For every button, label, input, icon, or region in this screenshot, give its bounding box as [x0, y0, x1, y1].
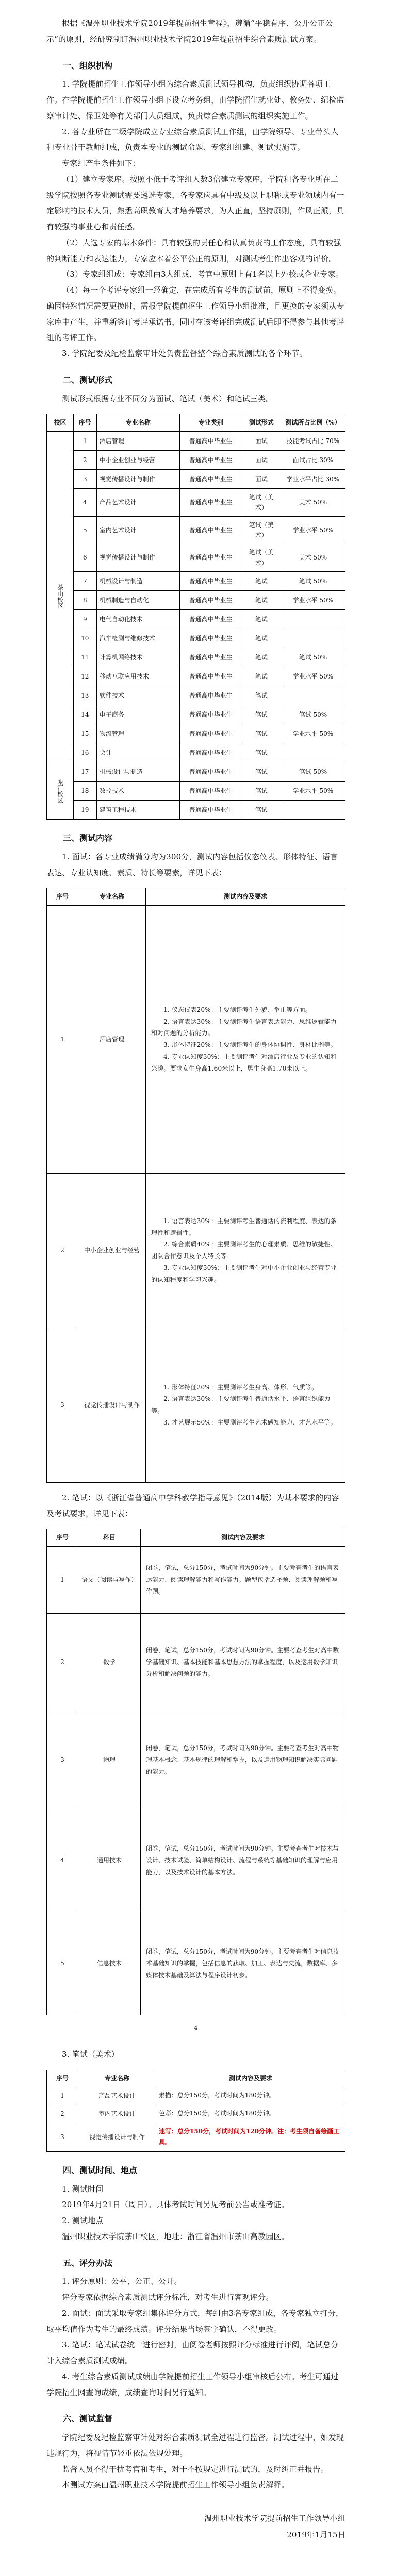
paragraph: 温州职业技术学院茶山校区，地址：浙江省温州市茶山高教园区。	[62, 2231, 289, 2241]
requirement-line: 1. 形体特征20%：主要测评考生身高、体形、气质等。	[163, 1383, 318, 1391]
table-cell: 普通高中毕业生	[179, 762, 242, 782]
table-row	[47, 450, 345, 469]
table-cell: 4	[47, 1809, 78, 1912]
table-header-cell: 专业名称	[78, 888, 146, 905]
table-header-cell: 序号	[47, 1529, 78, 1546]
table-cell: 11	[73, 648, 96, 667]
table-cell: 中小企业创业与经营	[78, 1173, 146, 1328]
table-cell: 笔试	[242, 782, 281, 801]
paragraph: 2019年4月21日（周日）。具体考试时间另见考前公告或准考证。	[62, 2200, 289, 2210]
table-cell: 室内艺术设计	[78, 2105, 156, 2123]
table-cell: 普通高中毕业生	[179, 572, 242, 591]
paragraph: 2. 各专业所在二级学院成立专业综合素质测试工作组，由学院领导、专业带头人和专业骨干教师组成，负责本专业的测试命题、专家组组建、测试实施等。	[46, 127, 339, 152]
table-cell: 视觉传播设计与制作	[78, 1328, 146, 1482]
table-cell: 闭卷，笔试，总分150分，考试时间为90分钟。主要考查考生对技术与设计、技术试验、简单结构设计、流程与系统等基础知识的理解与应用能力，以及技术设计的基本方法。	[141, 1809, 345, 1912]
paragraph: 1. 测试时间	[62, 2184, 104, 2194]
requirement-line: 4. 专业认知度30%：主要测评考生对酒店行业及专业的认知和兴趣。要求女生身高1.60米以上，男生身高1.70米以上。	[151, 1053, 337, 1072]
paragraph: 4. 考生综合素质测试成绩由学院提前招生工作领导小组审核后公布。考生可通过学院招生网查询成绩，成绩查询时间另行通知。	[46, 2371, 339, 2397]
table-row	[47, 1613, 345, 1711]
table-cell: 室内艺术设计	[96, 516, 179, 544]
intro-paragraph: 根据《温州职业技术学院2019年提前招生章程》，遵循“平稳有序、公开公正公示”的原则，经研究制订温州职业技术学院2019年提前招生综合素质测试方案。	[46, 19, 333, 44]
table-cell: 信息技术	[78, 1912, 141, 2015]
table-row	[47, 610, 345, 629]
table-cell	[281, 801, 345, 820]
table-cell	[281, 629, 345, 648]
paragraph: 本测试方案由温州职业技术学院提前招生工作领导小组负责解释。	[62, 2480, 289, 2490]
table-header-row	[47, 1529, 345, 1546]
table-cell: 普通高中毕业生	[179, 648, 242, 667]
table-cell: 面试	[242, 469, 281, 488]
signature-org: 温州职业技术学院提前招生工作领导小组	[204, 2514, 345, 2523]
table-cell: 学业水平 50%	[281, 724, 345, 743]
table-cell: 18	[73, 782, 96, 801]
table-cell: 色彩：总分150分，考试时间为180分钟。	[156, 2105, 345, 2123]
table-cell: 数学	[78, 1613, 141, 1711]
table-cell: 笔试	[242, 724, 281, 743]
paragraph: 2. 面试：面试采取专家组集体评分方式，每组由3名专家组成，各专家独立打分，取平均值作为考生的最终成绩。评分结果当场签字确认，不得更改。	[46, 2308, 344, 2334]
table-cell: 19	[73, 801, 96, 820]
table-cell: 4	[73, 488, 96, 516]
table-cell: 3	[47, 1711, 78, 1809]
table-cell: 物理	[78, 1711, 141, 1809]
table-cell: 普通高中毕业生	[179, 629, 242, 648]
paragraph: 测试形式根据专业不同分为面试、笔试（美术）和笔试三类。	[62, 394, 274, 403]
paragraph: （2）人选专家的基本条件：具有较强的责任心和认真负责的工作态度，具有较强的判断能力和表达能力，专家应本着公平公正的原则，对测试考生作出客观的评价。	[46, 238, 341, 263]
table-cell: 酒店管理	[96, 431, 179, 450]
section-title-supervision: 六、测试监督	[63, 2414, 113, 2424]
requirement-line: 3. 形体特征20%：主要测评考生的身体协调性、身材比例等。	[163, 1041, 337, 1049]
table-cell: 普通高中毕业生	[179, 743, 242, 762]
campus-cell: 瓯江校区	[47, 762, 74, 820]
section-title-organization: 一、组织机构	[63, 60, 113, 71]
table-row	[47, 1912, 345, 2015]
table-cell: 电气自动化技术	[96, 610, 179, 629]
section-title-scoring: 五、评分办法	[63, 2258, 113, 2268]
table-cell	[146, 1328, 345, 1482]
table-row	[47, 648, 345, 667]
paragraph: 3. 学院纪委及纪检监察审计处负责监督整个综合素质测试的各个环节。	[62, 349, 307, 359]
table-row	[47, 705, 345, 724]
table-header-cell: 测试形式	[242, 414, 281, 431]
table-cell: 笔试	[242, 743, 281, 762]
paragraph: 1. 面试：各专业成绩满分均为300分，测试内容包括仪态仪表、形体特征、语言表达、专业认知度、素质、特长等要素，详见下表：	[46, 852, 338, 877]
table-header-cell: 序号	[47, 2070, 78, 2087]
table-cell: 面试	[242, 431, 281, 450]
table-row	[47, 1546, 345, 1613]
section-title-time-place: 四、测试时间、地点	[63, 2165, 138, 2175]
table-cell: 软件技术	[96, 686, 179, 705]
table-cell: 1	[47, 1546, 78, 1613]
table-cell: 2	[47, 2105, 78, 2123]
requirement-line: 2. 综合素质40%：主要测评考生的心理素质、思维的敏捷性、团队合作意识及个人特长等。	[151, 1241, 337, 1260]
table-cell: 1	[73, 431, 96, 450]
table-row	[47, 1173, 345, 1328]
paragraph: （3）专家组组成：专家组由3人组成，考官中原则上有1名以上外校或企业专家。	[62, 269, 344, 279]
table-cell: 闭卷，笔试，总分150分，考试时间为90分钟。主要考查考生的语言表达能力、阅读理解能力和写作能力。题型包括选择题、阅读理解题和写作题。	[141, 1546, 345, 1613]
table-cell: 17	[73, 762, 96, 782]
table-cell: 笔试（美术）	[242, 488, 281, 516]
table-cell: 1	[47, 905, 78, 1173]
table-row	[47, 2123, 345, 2151]
table-row	[47, 591, 345, 610]
table-row	[47, 1328, 345, 1482]
table-cell: 普通高中毕业生	[179, 431, 242, 450]
table-cell: 视觉传播设计与制作	[78, 2123, 156, 2151]
table-cell: 笔试	[242, 591, 281, 610]
requirement-line: 2. 语言表达30%：主要测评考生语言表达能力、思维逻辑能力和对问题的分析能力。	[151, 1018, 337, 1037]
written-test-table	[46, 1529, 345, 2015]
table-cell: 2	[73, 450, 96, 469]
table-cell	[146, 1173, 345, 1328]
table-header-cell: 测试内容及要求	[141, 1529, 345, 1546]
table-cell: 8	[73, 591, 96, 610]
table-cell: 2	[47, 1613, 78, 1711]
table-header-cell: 专业类别	[179, 414, 242, 431]
table-cell: 学业水平占比 30%	[281, 469, 345, 488]
table-cell: 闭卷，笔试，总分150分，考试时间为90分钟。主要考查考生对高中物理基本概念、基本规律的理解和掌握，以及运用物理知识解决实际问题的能力。	[141, 1711, 345, 1809]
table-header-cell: 测试所占比例（%）	[281, 414, 345, 431]
table-row	[47, 544, 345, 572]
table-cell: 笔试	[242, 629, 281, 648]
table-row	[47, 2087, 345, 2105]
section-title-format: 二、测试形式	[63, 375, 113, 385]
table-cell: 产品艺术设计	[96, 488, 179, 516]
paragraph: 学院纪委及纪检监察审计处对综合素质测试全过程进行监督。测试过程中，如发现违规行为，将视情节轻重依法依规处理。	[46, 2433, 344, 2458]
campus-cell: 茶山校区	[47, 431, 74, 762]
requirement-line: 3. 才艺展示50%：主要测评考生艺术感知能力、才艺水平等。	[163, 1419, 337, 1427]
table-cell: 美术 50%	[281, 544, 345, 572]
table-row	[47, 782, 345, 801]
table-header-cell: 专业名称	[78, 2070, 156, 2087]
table-row	[47, 2105, 345, 2123]
table-cell: 3	[47, 1328, 78, 1482]
table-cell: 计算机网络技术	[96, 648, 179, 667]
paragraph: 3. 笔试（美术）	[62, 2049, 119, 2059]
table-header-cell: 序号	[47, 888, 78, 905]
section-title-content: 三、测试内容	[63, 833, 113, 843]
table-cell: 机械设计与制造	[96, 572, 179, 591]
table-row	[47, 488, 345, 516]
table-cell: 学业水平 50%	[281, 667, 345, 686]
table-cell: 普通高中毕业生	[179, 686, 242, 705]
paragraph: 1. 评分原则：公平、公正、公开。	[62, 2277, 182, 2286]
table-cell: 电子商务	[96, 705, 179, 724]
test-format-table	[46, 414, 345, 820]
table-cell: 数控技术	[96, 782, 179, 801]
table-cell: 学业水平 50%	[281, 591, 345, 610]
art-test-table	[46, 2070, 345, 2152]
requirement-line: 2. 语言表达30%：主要测评考生普通话水平、语言组织能力等。	[151, 1395, 331, 1415]
table-cell: 笔试 50%	[281, 705, 345, 724]
table-cell: 移动互联应用技术	[96, 667, 179, 686]
table-header-cell: 科目	[78, 1529, 141, 1546]
table-row	[47, 431, 345, 450]
table-cell: 3	[73, 469, 96, 488]
table-cell: 笔试	[242, 610, 281, 629]
paragraph: 1. 学院提前招生工作领导小组为综合素质测试领导机构，负责组织协调各项工作。在学院提前招生工作领导小组下设立考务组，由学院招生就业处、教务处、纪检监察审计处、保卫处等有关部门人员组成，负责综合素质测试的组织实施工作。	[46, 79, 344, 121]
table-row	[47, 686, 345, 705]
table-cell: 学业水平 50%	[281, 782, 345, 801]
table-cell: 笔试 50%	[281, 648, 345, 667]
interview-content-table	[46, 888, 345, 1482]
table-cell: 10	[73, 629, 96, 648]
table-cell: 15	[73, 724, 96, 743]
table-cell: 笔试	[242, 648, 281, 667]
table-cell: 6	[73, 544, 96, 572]
table-cell: 普通高中毕业生	[179, 516, 242, 544]
table-cell: 笔试（美术）	[242, 516, 281, 544]
table-cell: 笔试 50%	[281, 762, 345, 782]
table-cell: 学业水平 50%	[281, 516, 345, 544]
table-cell: 会计	[96, 743, 179, 762]
table-cell: 5	[73, 516, 96, 544]
requirement-line: 3. 专业认知度30%：主要测评考生对中小企业创业与经营专业的认知程度和学习兴趣。	[151, 1264, 337, 1283]
table-cell: 13	[73, 686, 96, 705]
table-cell: 普通高中毕业生	[179, 469, 242, 488]
paragraph: （4）每一个考评专家组一经确定，在完成所有考生的测试前，原则上不得变换。确因特殊情况需要更换时，需报学院提前招生工作领导小组批准，且更换的专家须从专家库中产生，并重新签订考评承诺书，同时在该考评组完成测试后即不得参与其他考评组的考评工作。	[46, 285, 344, 343]
table-row	[47, 469, 345, 488]
table-row	[47, 629, 345, 648]
table-header-cell: 序号	[73, 414, 96, 431]
table-row	[47, 905, 345, 1173]
table-cell: 3	[47, 2123, 78, 2151]
table-cell: 语文（阅读与写作）	[78, 1546, 141, 1613]
table-cell: 建筑工程技术	[96, 801, 179, 820]
table-cell: 普通高中毕业生	[179, 544, 242, 572]
table-header-cell: 测试内容及要求	[156, 2070, 345, 2087]
table-row	[47, 667, 345, 686]
table-cell: 1	[47, 2087, 78, 2105]
table-cell: 5	[47, 1912, 78, 2015]
table-cell: 视觉传播设计与制作	[96, 469, 179, 488]
table-cell: 通用技术	[78, 1809, 141, 1912]
table-cell: 14	[73, 705, 96, 724]
table-cell: 普通高中毕业生	[179, 782, 242, 801]
table-header-cell: 测试内容及要求	[146, 888, 345, 905]
table-cell: 笔试 50%	[281, 572, 345, 591]
table-cell: 机械设计与制造	[96, 762, 179, 782]
table-cell: 笔试	[242, 686, 281, 705]
table-cell	[281, 743, 345, 762]
table-cell: 面试	[242, 450, 281, 469]
table-cell: 普通高中毕业生	[179, 724, 242, 743]
table-cell: 速写：总分150分，考试时间为120分钟。注：考生须自备绘画工具。	[156, 2123, 345, 2151]
table-cell: 9	[73, 610, 96, 629]
table-cell: 物流管理	[96, 724, 179, 743]
table-header-row	[47, 888, 345, 905]
signature-date: 2019年1月15日	[287, 2530, 345, 2539]
table-cell: 7	[73, 572, 96, 591]
paragraph: 专家组产生条件如下：	[62, 159, 141, 168]
table-row	[47, 762, 345, 782]
table-cell: 笔试	[242, 705, 281, 724]
requirement-line: 1. 语言表达30%：主要测评考生普通话的流利程度、表达的条理性和逻辑性。	[151, 1217, 337, 1236]
table-header-cell: 校区	[47, 414, 74, 431]
paragraph: 3. 笔试：笔试试卷统一进行密封，由阅卷老师按照评分标准进行评阅，笔试总分计入综合素质测试成绩。	[46, 2340, 339, 2366]
table-cell: 12	[73, 667, 96, 686]
table-header-row	[47, 2070, 345, 2087]
table-body	[47, 431, 345, 819]
table-header-row	[47, 414, 345, 431]
table-cell: 美术 50%	[281, 488, 345, 516]
table-cell: 笔试	[242, 762, 281, 782]
requirement-line: 1. 仪态仪表20%：主要测评考生外貌、举止等方面。	[163, 1006, 312, 1013]
table-cell: 普通高中毕业生	[179, 705, 242, 724]
table-cell: 普通高中毕业生	[179, 591, 242, 610]
table-cell: 普通高中毕业生	[179, 450, 242, 469]
paragraph: 2. 测试地点	[62, 2216, 104, 2226]
table-cell	[281, 686, 345, 705]
table-cell: 16	[73, 743, 96, 762]
table-row	[47, 516, 345, 544]
table-row	[47, 1809, 345, 1912]
table-cell: 闭卷，笔试，总分150分，考试时间为90分钟。主要考查考生对高中数学基础知识、基本技能和基本思想方法的掌握程度，以及运用数学知识分析和解决问题的能力。	[141, 1613, 345, 1711]
paragraph: 监督人员不得干扰考官和考生，对于不按规定进行测试的，及时纠正并报告。	[62, 2464, 328, 2474]
table-cell: 技能考试占比 70%	[281, 431, 345, 450]
table-cell: 视觉传播设计与制作	[96, 544, 179, 572]
table-cell: 普通高中毕业生	[179, 667, 242, 686]
table-cell: 素描：总分150分，考试时间为180分钟。	[156, 2087, 345, 2105]
table-cell: 汽车检测与维修技术	[96, 629, 179, 648]
paragraph: 评分专家依据综合素质测试评分标准，对考生进行客观评分。	[62, 2293, 274, 2302]
table-cell: 闭卷，笔试，总分150分，考试时间为90分钟。主要考查考生对信息技术基础知识的掌握，包括信息的获取、加工、表达与交流，数据库、多媒体技术基础及算法与程序设计初步。	[141, 1912, 345, 2015]
table-cell	[281, 610, 345, 629]
table-cell: 普通高中毕业生	[179, 610, 242, 629]
table-header-cell: 专业名称	[96, 414, 179, 431]
table-cell: 2	[47, 1173, 78, 1328]
table-cell: 酒店管理	[78, 905, 146, 1173]
table-cell: 面试占比 30%	[281, 450, 345, 469]
table-row	[47, 1711, 345, 1809]
page-number: 4	[194, 2024, 198, 2031]
table-cell: 笔试	[242, 667, 281, 686]
table-cell: 产品艺术设计	[78, 2087, 156, 2105]
table-row	[47, 724, 345, 743]
table-cell	[146, 905, 345, 1173]
table-cell: 普通高中毕业生	[179, 801, 242, 820]
table-row	[47, 572, 345, 591]
paragraph: （1）建立专家库。按照不低于考评组人数3倍建立专家库，学院和各专业所在二级学院按照各专业测试需要遴选专家，各专家应具有中级及以上职称或专业领域内有一定影响的技术人员，熟悉高职教育人才培养要求，为人正直，坚持原则，作风正派，具有较强的事业心和责任感。	[46, 174, 344, 232]
table-row	[47, 743, 345, 762]
table-cell: 中小企业创业与经营	[96, 450, 179, 469]
table-cell: 普通高中毕业生	[179, 488, 242, 516]
table-cell: 笔试（美术）	[242, 544, 281, 572]
table-cell: 机械制造与自动化	[96, 591, 179, 610]
table-cell: 笔试	[242, 801, 281, 820]
table-row	[47, 801, 345, 820]
table-cell: 笔试	[242, 572, 281, 591]
paragraph: 2. 笔试：以《浙江省普通高中学科教学指导意见》（2014版）为基本要求的内容及考试要求，详见下表：	[46, 1493, 339, 1518]
